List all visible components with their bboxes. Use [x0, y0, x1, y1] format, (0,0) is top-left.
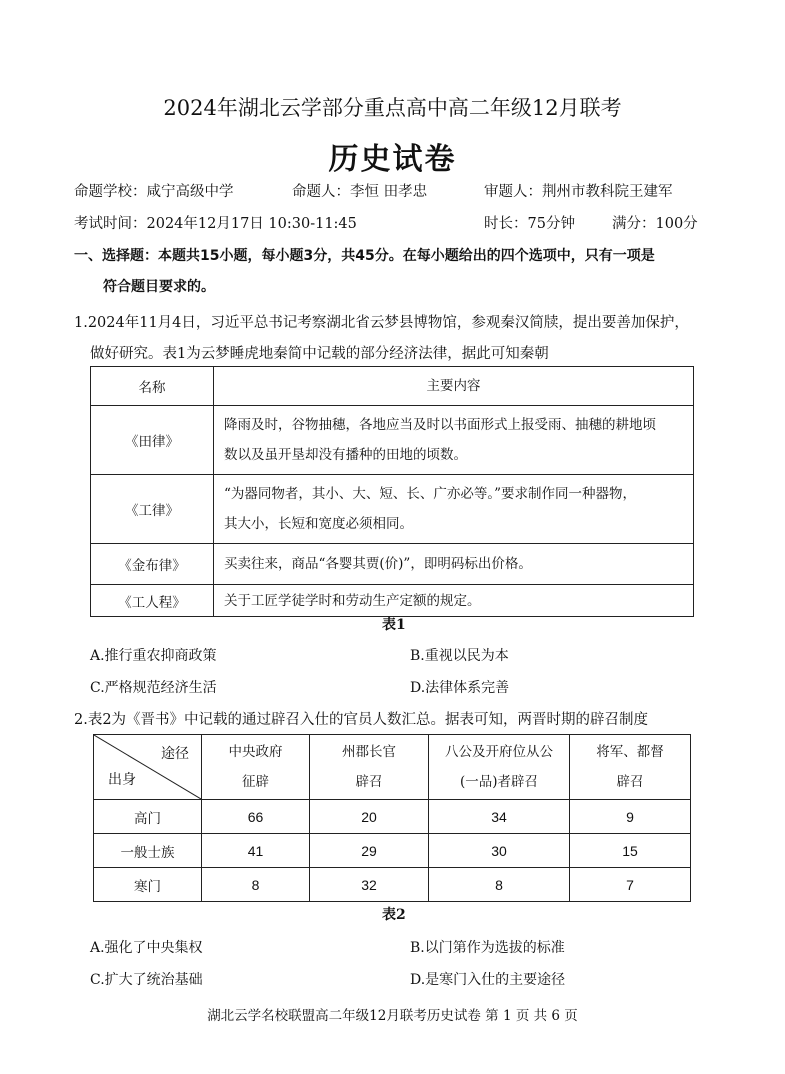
question-2-stem: 2.表2为《晋书》中记载的通过辟召入仕的官员人数汇总。据表可知，两晋时期的辟召制度 [74, 712, 649, 728]
column-header-line: 八公及开府位从公 [445, 744, 553, 760]
column-header [570, 735, 691, 800]
column-header-line: (一品)者辟召 [459, 774, 539, 790]
table-cell: 30 [429, 834, 570, 868]
column-header [202, 735, 310, 800]
law-content [214, 406, 694, 475]
table-cell: 7 [570, 868, 691, 902]
section-instruction-line2: 符合题目要求的。 [103, 279, 215, 295]
law-content: 关于工匠学徒学时和劳动生产定额的规定。 [214, 585, 694, 617]
law-name: 《田律》 [91, 406, 214, 475]
table-row [94, 834, 691, 868]
table-row [91, 585, 694, 617]
table-cell: 20 [310, 800, 429, 834]
table-1-header-name: 名称 [91, 367, 214, 406]
q2-option-a[interactable]: A.强化了中央集权 [90, 940, 203, 956]
table-2-header-row [94, 735, 691, 800]
column-header-line: 征辟 [242, 774, 269, 790]
law-content-line: 降雨及时，谷物抽穗，各地应当及时以书面形式上报受雨、抽穗的耕地顷 [224, 417, 656, 433]
table-cell: 41 [202, 834, 310, 868]
page-footer: 湖北云学名校联盟高二年级12月联考历史试卷 第 1 页 共 6 页 [207, 1008, 578, 1024]
law-content [214, 475, 694, 544]
q2-option-b[interactable]: B.以门第作为选拔的标准 [410, 940, 565, 956]
column-header-line: 州郡长官 [342, 744, 396, 760]
law-content: 买卖往来，商品“各婴其贾(价)”，即明码标出价格。 [214, 544, 694, 585]
corner-label-bottom: 出身 [108, 772, 136, 788]
table-cell: 8 [429, 868, 570, 902]
q2-option-d[interactable]: D.是寒门入仕的主要途径 [410, 972, 566, 988]
law-content-line: “为器同物者，其小、大、短、长、广亦必等。”要求制作同一种器物， [224, 486, 637, 502]
exam-title: 2024年湖北云学部分重点高中高二年级12月联考 [163, 96, 622, 120]
table-cell: 32 [310, 868, 429, 902]
table-1-caption: 表1 [382, 617, 406, 633]
table-1-header-row [91, 367, 694, 406]
question-1-stem-line2: 做好研究。表1为云梦睡虎地秦简中记载的部分经济法律，据此可知秦朝 [90, 346, 549, 362]
column-header [310, 735, 429, 800]
table-cell: 29 [310, 834, 429, 868]
row-label: 高门 [94, 800, 202, 834]
table-cell: 9 [570, 800, 691, 834]
corner-label-top: 途径 [161, 746, 189, 762]
table-cell: 34 [429, 800, 570, 834]
row-label: 寒门 [94, 868, 202, 902]
column-header-line: 辟召 [616, 774, 644, 790]
table-2-corner-cell [94, 735, 202, 800]
full-score: 满分：100分 [612, 216, 698, 232]
table-row [94, 868, 691, 902]
law-name: 《金布律》 [91, 544, 214, 585]
table-cell: 15 [570, 834, 691, 868]
q2-option-c[interactable]: C.扩大了统治基础 [90, 972, 203, 988]
exam-subject: 历史试卷 [328, 142, 457, 177]
question-1-stem-line1: 1.2024年11月4日，习近平总书记考察湖北省云梦县博物馆，参观秦汉简牍，提出要善加保护， [74, 315, 689, 331]
table-row [91, 406, 694, 475]
column-header-line: 辟召 [355, 774, 383, 790]
table-2 [93, 734, 691, 902]
q1-option-c[interactable]: C.严格规范经济生活 [90, 680, 217, 696]
table-row [91, 544, 694, 585]
table-row [91, 475, 694, 544]
column-header [429, 735, 570, 800]
column-header-line: 中央政府 [228, 744, 283, 760]
law-content-line: 其大小，长短和宽度必须相同。 [224, 516, 413, 532]
law-content-line: 数以及虽开垦却没有播种的田地的顷数。 [224, 447, 467, 463]
table-cell: 66 [202, 800, 310, 834]
reviewer: 审题人：荆州市教科院王建军 [484, 184, 673, 200]
row-label: 一般士族 [94, 834, 202, 868]
q1-option-d[interactable]: D.法律体系完善 [410, 680, 510, 696]
table-1 [90, 366, 694, 617]
law-name: 《工律》 [91, 475, 214, 544]
law-name: 《工人程》 [91, 585, 214, 617]
column-header-line: 将军、都督 [596, 744, 664, 760]
q1-option-b[interactable]: B.重视以民为本 [410, 648, 509, 664]
table-cell: 8 [202, 868, 310, 902]
q1-option-a[interactable]: A.推行重农抑商政策 [90, 648, 217, 664]
exam-time: 考试时间：2024年12月17日 10:30-11:45 [74, 216, 357, 232]
table-2-caption: 表2 [382, 907, 406, 923]
table-row [94, 800, 691, 834]
table-1-header-content: 主要内容 [214, 367, 694, 406]
question-setter: 命题人：李恒 田孝忠 [292, 184, 428, 200]
section-instruction-line1: 一、选择题：本题共15小题，每小题3分，共45分。在每小题给出的四个选项中，只有一项是 [74, 248, 655, 264]
exam-duration: 时长：75分钟 [484, 216, 575, 232]
setter-school: 命题学校：咸宁高级中学 [74, 184, 234, 200]
